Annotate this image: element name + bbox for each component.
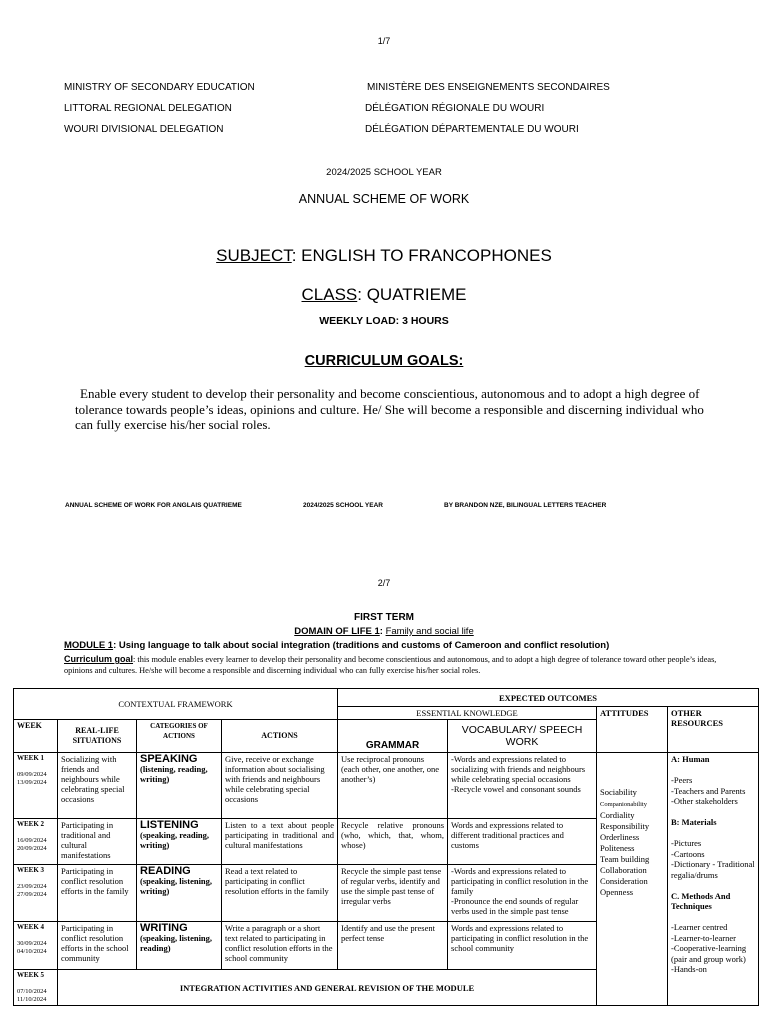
h-attitudes: ATTITUDES <box>597 707 668 753</box>
h-week: WEEK <box>14 720 58 753</box>
vocab-cell: Words and expressions related to different traditional practices and customs <box>448 819 597 865</box>
footer-right: BY BRANDON NZE, BILINGUAL LETTERS TEACHER <box>444 502 607 509</box>
h-real-life: REAL-LIFE SITUATIONS <box>58 720 137 753</box>
week-cell: WEEK 5 07/10/2024 11/10/2024 <box>14 970 58 1006</box>
page-number-1: 1/7 <box>377 36 391 46</box>
vocab-cell: -Words and expressions related to participating in conflict resolution in the family -Pronounce the end sounds of regular verbs used in the simple past tense <box>448 865 597 922</box>
goal-value: : this module enables every learner to develop their personality and become conscientious and autonomous, and to adopt a high degree of tolerance toward other people’s ideas, opinions and cultures. He/she will become a responsible and discerning individual who can fully exercise his/her social roles. <box>64 655 717 675</box>
class-value: : QUATRIEME <box>357 285 467 304</box>
actions-cell: Read a text related to participating in conflict resolution efforts in the family <box>222 865 338 922</box>
ministry-fr: MINISTÈRE DES ENSEIGNEMENTS SECONDAIRES <box>367 82 610 93</box>
table-row <box>14 753 759 819</box>
module-value: : Using language to talk about social integration (traditions and customs of Cameroon and conflict resolution) <box>113 640 610 651</box>
situation-cell: Participating in traditional and cultural manifestations <box>58 819 137 865</box>
h-vocabulary: VOCABULARY/ SPEECH WORK <box>448 720 597 753</box>
situation-cell: Participating in conflict resolution efforts in the family <box>58 865 137 922</box>
grammar-cell: Use reciprocal pronouns (each other, one another, one another’s) <box>338 753 448 819</box>
weekly-load: WEEKLY LOAD: 3 HOURS <box>319 315 449 327</box>
division-fr: DÉLÉGATION DÉPARTEMENTALE DU WOURI <box>365 124 579 135</box>
module-line <box>64 640 609 651</box>
h-contextual-framework: CONTEXTUAL FRAMEWORK <box>14 689 338 720</box>
h-other-resources: OTHER RESOURCES <box>668 707 759 753</box>
actions-cell: Write a paragraph or a short text related to participating in conflict resolution efforts in the school community <box>222 922 338 970</box>
situation-cell: Socializing with friends and neighbours while celebrating special occasions <box>58 753 137 819</box>
week-cell: WEEK 1 09/09/2024 13/09/2024 <box>14 753 58 819</box>
domain-label: DOMAIN OF LIFE 1 <box>294 626 380 637</box>
h-actions: ACTIONS <box>222 720 338 753</box>
week-cell: WEEK 2 16/09/2024 20/09/2024 <box>14 819 58 865</box>
class-label: CLASS <box>301 285 358 304</box>
actions-cell: Give, receive or exchange information about socialising with friends and neighbours while celebrating special occasions <box>222 753 338 819</box>
page-number-2: 2/7 <box>377 578 391 588</box>
goals-heading: CURRICULUM GOALS: <box>304 353 464 369</box>
module-label: MODULE 1 <box>64 640 114 651</box>
school-year: 2024/2025 SCHOOL YEAR <box>326 167 442 178</box>
h-grammar: GRAMMAR <box>338 720 448 753</box>
grammar-cell: Recycle the simple past tense of regular verbs, identify and use the simple past tense of irregular verbs <box>338 865 448 922</box>
domain-value: Family and social life <box>385 626 474 637</box>
footer-mid: 2024/2025 SCHOOL YEAR <box>303 502 383 509</box>
actions-cell: Listen to a text about people participating in traditional and cultural manifestations <box>222 819 338 865</box>
resources-cell: A: Human -Peers -Teachers and Parents -Other stakeholders B: Materials -Pictures -Cartoons -Dictionary - Traditional regalia/drums C. Methods And Techniques -Learner centred -Learner-to-learner -Cooperative-learning (pair and group work) -Hands-on <box>668 753 759 1006</box>
situation-cell: Participating in conflict resolution efforts in the school community <box>58 922 137 970</box>
domain-line: DOMAIN OF LIFE 1: Family and social life <box>294 626 474 637</box>
grammar-cell: Recycle relative pronouns (who, which, that, whom, whose) <box>338 819 448 865</box>
footer-left: ANNUAL SCHEME OF WORK FOR ANGLAIS QUATRIEME <box>65 502 242 509</box>
subject-line <box>0 246 768 266</box>
attitudes-cell: Sociability Companionability Cordiality Responsibility Orderliness Politeness Team building Collaboration Consideration Openness <box>597 753 668 1006</box>
category-cell: WRITING (speaking, listening, reading) <box>137 922 222 970</box>
h-essential-knowledge: ESSENTIAL KNOWLEDGE <box>338 707 597 720</box>
ministry-en: MINISTRY OF SECONDARY EDUCATION <box>64 82 255 93</box>
term-heading: FIRST TERM <box>354 612 414 623</box>
scheme-table <box>13 688 759 1006</box>
h-expected-outcomes: EXPECTED OUTCOMES <box>338 689 759 707</box>
week-cell: WEEK 4 30/09/2024 04/10/2024 <box>14 922 58 970</box>
curriculum-goal <box>64 654 724 676</box>
grammar-cell: Identify and use the present perfect tense <box>338 922 448 970</box>
h-categories: CATEGORIES OF ACTIONS <box>137 720 222 753</box>
subject-value: : ENGLISH TO FRANCOPHONES <box>291 246 552 265</box>
category-cell: SPEAKING (listening, reading, writing) <box>137 753 222 819</box>
goals-text: Enable every student to develop their personality and become conscientious, autonomous and to adopt a high degree of tolerance towards people’s ideas, opinions and culture. He/ She will become a responsible and discerning individual who can fully exercise his/her social roles. <box>75 386 704 432</box>
doc-title: ANNUAL SCHEME OF WORK <box>298 192 470 206</box>
week-cell: WEEK 3 23/09/2024 27/09/2024 <box>14 865 58 922</box>
category-cell: LISTENING (speaking, reading, writing) <box>137 819 222 865</box>
region-fr: DÉLÉGATION RÉGIONALE DU WOURI <box>365 103 545 114</box>
region-en: LITTORAL REGIONAL DELEGATION <box>64 103 232 114</box>
vocab-cell: Words and expressions related to participating in conflict resolution in the school community <box>448 922 597 970</box>
category-cell: READING (speaking, listening, writing) <box>137 865 222 922</box>
goal-label: Curriculum goal <box>64 654 134 664</box>
subject-label: SUBJECT <box>216 246 292 265</box>
integration-activities: INTEGRATION ACTIVITIES AND GENERAL REVISION OF THE MODULE <box>58 970 597 1006</box>
vocab-cell: -Words and expressions related to socializing with friends and neighbours while celebrating special occasions -Recycle vowel and consonant sounds <box>448 753 597 819</box>
class-line <box>0 285 768 305</box>
division-en: WOURI DIVISIONAL DELEGATION <box>64 124 224 135</box>
